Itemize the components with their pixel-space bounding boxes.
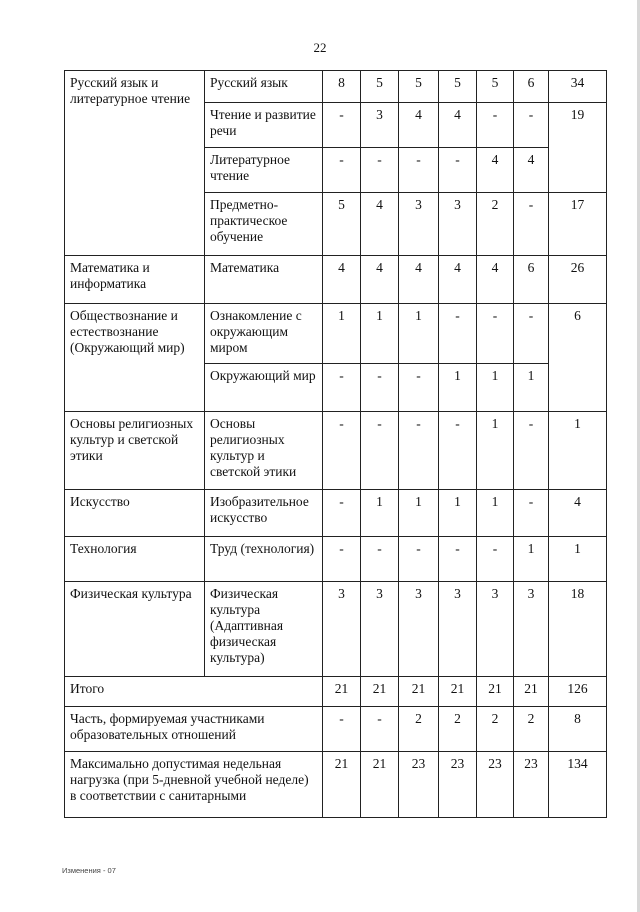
- total-cell-art: 4: [549, 490, 607, 537]
- hours-grade-5: 4: [477, 256, 514, 304]
- hours-grade-3: 3: [399, 582, 439, 677]
- hours-grade-3: 4: [399, 256, 439, 304]
- hours-grade-6: -: [514, 304, 549, 364]
- area-cell-religion: Основы религиозных культур и светской этики: [65, 412, 205, 490]
- hours-grade-6: -: [514, 103, 549, 148]
- subject-cell-math: Математика: [205, 256, 323, 304]
- hours-grade-4: 4: [439, 103, 477, 148]
- subject-cell-art: Изобразительное искусство: [205, 490, 323, 537]
- hours-grade-2: 3: [361, 582, 399, 677]
- total-cell-math: 26: [549, 256, 607, 304]
- hours-grade-3: 1: [399, 490, 439, 537]
- area-cell-art: Искусство: [65, 490, 205, 537]
- hours-grade-4: 23: [439, 752, 477, 818]
- hours-grade-2: -: [361, 364, 399, 412]
- hours-grade-2: -: [361, 707, 399, 752]
- hours-grade-6: 1: [514, 537, 549, 582]
- hours-grade-4: 2: [439, 707, 477, 752]
- total-cell-practice: 17: [549, 193, 607, 256]
- total-cell-itogo: 126: [549, 677, 607, 707]
- hours-grade-2: 5: [361, 71, 399, 103]
- hours-grade-2: -: [361, 537, 399, 582]
- hours-grade-1: 5: [323, 193, 361, 256]
- row-label-max: Максимально допустимая недельная нагрузка (при 5-дневной учебной неделе) в соответствии с санитарными: [65, 752, 323, 818]
- hours-grade-3: 5: [399, 71, 439, 103]
- table-row-part: [65, 707, 607, 752]
- hours-grade-3: 1: [399, 304, 439, 364]
- table-row-familiar: [65, 304, 607, 364]
- subject-cell-reading: Чтение и развитие речи: [205, 103, 323, 148]
- hours-grade-5: -: [477, 304, 514, 364]
- hours-grade-6: 21: [514, 677, 549, 707]
- row-label-itogo: Итого: [65, 677, 323, 707]
- hours-grade-5: 1: [477, 412, 514, 490]
- table-row-tech: [65, 537, 607, 582]
- table-row-math: [65, 256, 607, 304]
- subject-cell-familiar: Ознакомление с окружающим миром: [205, 304, 323, 364]
- hours-grade-4: 3: [439, 193, 477, 256]
- hours-grade-2: 21: [361, 677, 399, 707]
- hours-grade-5: 2: [477, 193, 514, 256]
- subject-cell-lit: Литературное чтение: [205, 148, 323, 193]
- hours-grade-1: 3: [323, 582, 361, 677]
- hours-grade-1: -: [323, 707, 361, 752]
- curriculum-table: [64, 70, 607, 818]
- hours-grade-5: 3: [477, 582, 514, 677]
- hours-grade-6: 6: [514, 256, 549, 304]
- hours-grade-5: 1: [477, 364, 514, 412]
- hours-grade-2: 1: [361, 490, 399, 537]
- area-cell-math: Математика и информатика: [65, 256, 205, 304]
- hours-grade-1: 1: [323, 304, 361, 364]
- hours-grade-1: -: [323, 412, 361, 490]
- area-cell-pe: Физическая культура: [65, 582, 205, 677]
- hours-grade-6: 1: [514, 364, 549, 412]
- hours-grade-1: 8: [323, 71, 361, 103]
- hours-grade-5: 1: [477, 490, 514, 537]
- area-cell-russian: Русский язык и литературное чтение: [65, 71, 205, 256]
- subject-cell-pe: Физическая культура (Адаптивная физическая культура): [205, 582, 323, 677]
- hours-grade-4: -: [439, 537, 477, 582]
- hours-grade-4: 1: [439, 364, 477, 412]
- footer-revision-note: Изменения - 07: [62, 866, 116, 875]
- hours-grade-4: 4: [439, 256, 477, 304]
- subject-cell-russian: Русский язык: [205, 71, 323, 103]
- subject-cell-world: Окружающий мир: [205, 364, 323, 412]
- hours-grade-6: 23: [514, 752, 549, 818]
- hours-grade-2: 4: [361, 193, 399, 256]
- hours-grade-1: -: [323, 103, 361, 148]
- hours-grade-4: 3: [439, 582, 477, 677]
- subject-cell-religion: Основы религиозных культур и светской этики: [205, 412, 323, 490]
- hours-grade-1: 21: [323, 677, 361, 707]
- row-label-part: Часть, формируемая участниками образовательных отношений: [65, 707, 323, 752]
- table-row-art: [65, 490, 607, 537]
- hours-grade-4: -: [439, 412, 477, 490]
- table-row-pe: [65, 582, 607, 677]
- total-cell-max: 134: [549, 752, 607, 818]
- hours-grade-5: 4: [477, 148, 514, 193]
- curriculum-table-frame: [64, 70, 606, 820]
- table-row-religion: [65, 412, 607, 490]
- hours-grade-6: 2: [514, 707, 549, 752]
- page-number: 22: [313, 40, 327, 55]
- hours-grade-2: -: [361, 412, 399, 490]
- hours-grade-4: 1: [439, 490, 477, 537]
- total-cell-part: 8: [549, 707, 607, 752]
- hours-grade-2: 3: [361, 103, 399, 148]
- hours-grade-5: -: [477, 537, 514, 582]
- hours-grade-5: 2: [477, 707, 514, 752]
- hours-grade-3: 23: [399, 752, 439, 818]
- hours-grade-3: -: [399, 364, 439, 412]
- hours-grade-1: 4: [323, 256, 361, 304]
- hours-grade-3: -: [399, 537, 439, 582]
- hours-grade-5: 5: [477, 71, 514, 103]
- hours-grade-2: 1: [361, 304, 399, 364]
- hours-grade-1: -: [323, 490, 361, 537]
- table-row-itogo: [65, 677, 607, 707]
- total-cell-pe: 18: [549, 582, 607, 677]
- hours-grade-1: -: [323, 537, 361, 582]
- hours-grade-5: 23: [477, 752, 514, 818]
- table-row-russian: [65, 71, 607, 103]
- total-cell-russian: 34: [549, 71, 607, 103]
- hours-grade-4: 5: [439, 71, 477, 103]
- total-cell-tech: 1: [549, 537, 607, 582]
- hours-grade-2: 21: [361, 752, 399, 818]
- hours-grade-1: -: [323, 364, 361, 412]
- subject-cell-tech: Труд (технология): [205, 537, 323, 582]
- hours-grade-4: 21: [439, 677, 477, 707]
- hours-grade-3: -: [399, 148, 439, 193]
- hours-grade-6: 3: [514, 582, 549, 677]
- hours-grade-5: -: [477, 103, 514, 148]
- hours-grade-3: 3: [399, 193, 439, 256]
- hours-grade-3: 2: [399, 707, 439, 752]
- area-cell-tech: Технология: [65, 537, 205, 582]
- hours-grade-6: 6: [514, 71, 549, 103]
- total-cell-reading-lit: 19: [549, 103, 607, 193]
- hours-grade-4: -: [439, 148, 477, 193]
- total-cell-world: 6: [549, 304, 607, 412]
- hours-grade-2: -: [361, 148, 399, 193]
- hours-grade-1: 21: [323, 752, 361, 818]
- subject-cell-practice: Предметно-практическое обучение: [205, 193, 323, 256]
- hours-grade-2: 4: [361, 256, 399, 304]
- hours-grade-6: -: [514, 193, 549, 256]
- hours-grade-1: -: [323, 148, 361, 193]
- total-cell-religion: 1: [549, 412, 607, 490]
- hours-grade-6: 4: [514, 148, 549, 193]
- area-cell-social: Обществознание и естествознание (Окружающий мир): [65, 304, 205, 412]
- hours-grade-5: 21: [477, 677, 514, 707]
- hours-grade-3: 21: [399, 677, 439, 707]
- hours-grade-4: -: [439, 304, 477, 364]
- table-row-max: [65, 752, 607, 818]
- hours-grade-3: 4: [399, 103, 439, 148]
- hours-grade-6: -: [514, 490, 549, 537]
- hours-grade-6: -: [514, 412, 549, 490]
- hours-grade-3: -: [399, 412, 439, 490]
